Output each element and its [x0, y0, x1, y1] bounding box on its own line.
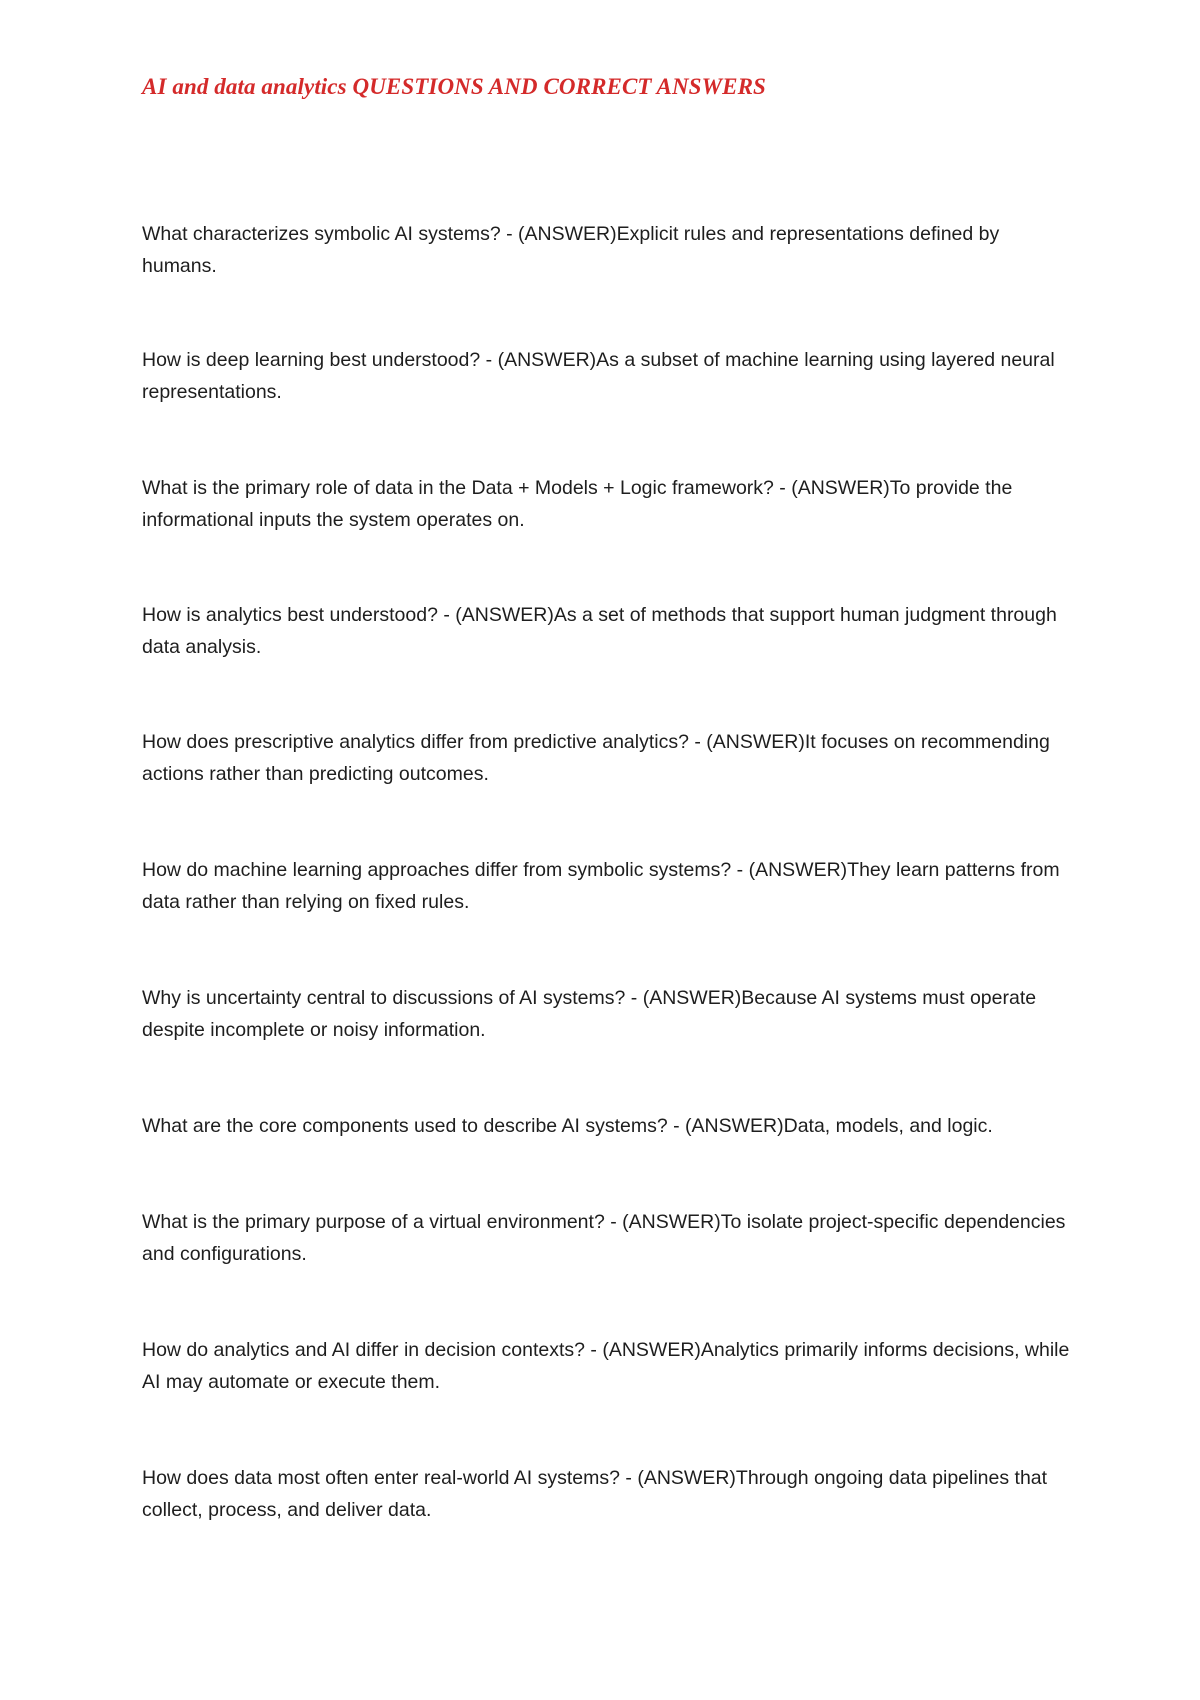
- qa-item: What are the core components used to describe AI systems? - (ANSWER)Data, models, and logic.: [142, 1115, 993, 1137]
- answer-text: To provide the informational inputs the system operates on.: [142, 477, 1013, 531]
- answer-text: Through ongoing data pipelines that collect, process, and deliver data.: [142, 1467, 1048, 1521]
- answer-text: Data, models, and logic.: [783, 1115, 993, 1137]
- question-text: Why is uncertainty central to discussions of AI systems?: [142, 987, 626, 1009]
- qa-item: How is deep learning best understood? - (ANSWER)As a subset of machine learning using layered neural representations.: [142, 349, 1055, 403]
- question-text: How does data most often enter real-world AI systems?: [142, 1467, 620, 1489]
- answer-marker: (ANSWER): [497, 349, 597, 371]
- question-text: How is analytics best understood?: [142, 604, 438, 626]
- question-text: How does prescriptive analytics differ from predictive analytics?: [142, 731, 689, 753]
- question-text: What are the core components used to describe AI systems?: [142, 1115, 668, 1137]
- qa-item: How do analytics and AI differ in decision contexts? - (ANSWER)Analytics primarily informs decisions, while AI may automate or execute them.: [142, 1339, 1070, 1393]
- answer-text: To isolate project-specific dependencies and configurations.: [142, 1211, 1066, 1265]
- qa-item: What is the primary purpose of a virtual environment? - (ANSWER)To isolate project-specific dependencies and configurations.: [142, 1211, 1066, 1265]
- answer-marker: (ANSWER): [622, 1211, 721, 1233]
- question-text: How do machine learning approaches differ from symbolic systems?: [142, 859, 732, 881]
- answer-marker: (ANSWER): [706, 731, 805, 753]
- qa-item: How is analytics best understood? - (ANSWER)As a set of methods that support human judgment through data analysis.: [142, 604, 1057, 658]
- answer-marker: (ANSWER): [637, 1467, 736, 1489]
- document-title: AI and data analytics QUESTIONS AND CORRECT ANSWERS: [142, 74, 766, 99]
- answer-marker: (ANSWER): [791, 477, 890, 499]
- qa-item: How does prescriptive analytics differ from predictive analytics? - (ANSWER)It focuses on recommending actions rather than predicting outcomes.: [142, 731, 1050, 785]
- qa-item: How does data most often enter real-world AI systems? - (ANSWER)Through ongoing data pipelines that collect, process, and deliver data.: [142, 1467, 1048, 1521]
- answer-text: They learn patterns from data rather than relying on fixed rules.: [142, 859, 1060, 913]
- question-text: How is deep learning best understood?: [142, 349, 481, 371]
- answer-marker: (ANSWER): [602, 1339, 701, 1361]
- answer-text: As a set of methods that support human judgment through data analysis.: [142, 604, 1057, 658]
- answer-marker: (ANSWER): [642, 987, 742, 1009]
- question-text: How do analytics and AI differ in decision contexts?: [142, 1339, 585, 1361]
- qa-item: How do machine learning approaches differ from symbolic systems? - (ANSWER)They learn patterns from data rather than relying on fixed rules.: [142, 859, 1060, 913]
- qa-item: What is the primary role of data in the Data + Models + Logic framework? - (ANSWER)To provide the informational inputs the system operates on.: [142, 477, 1013, 531]
- question-text: What is the primary purpose of a virtual environment?: [142, 1211, 605, 1233]
- answer-marker: (ANSWER): [685, 1115, 784, 1137]
- question-text: What characterizes symbolic AI systems?: [142, 223, 501, 245]
- qa-item: What characterizes symbolic AI systems? - (ANSWER)Explicit rules and representations defined by humans.: [142, 223, 1000, 277]
- answer-text: Explicit rules and representations defined by humans.: [142, 223, 1000, 277]
- question-text: What is the primary role of data in the Data + Models + Logic framework?: [142, 477, 774, 499]
- answer-marker: (ANSWER): [455, 604, 554, 626]
- answer-marker: (ANSWER): [748, 859, 848, 881]
- answer-text: As a subset of machine learning using layered neural representations.: [142, 349, 1055, 403]
- answer-text: It focuses on recommending actions rather than predicting outcomes.: [142, 731, 1050, 785]
- qa-item: Why is uncertainty central to discussions of AI systems? - (ANSWER)Because AI systems must operate despite incomplete or noisy information.: [142, 987, 1037, 1041]
- answer-text: Because AI systems must operate despite incomplete or noisy information.: [142, 987, 1037, 1041]
- answer-text: Analytics primarily informs decisions, while AI may automate or execute them.: [142, 1339, 1070, 1393]
- answer-marker: (ANSWER): [518, 223, 617, 245]
